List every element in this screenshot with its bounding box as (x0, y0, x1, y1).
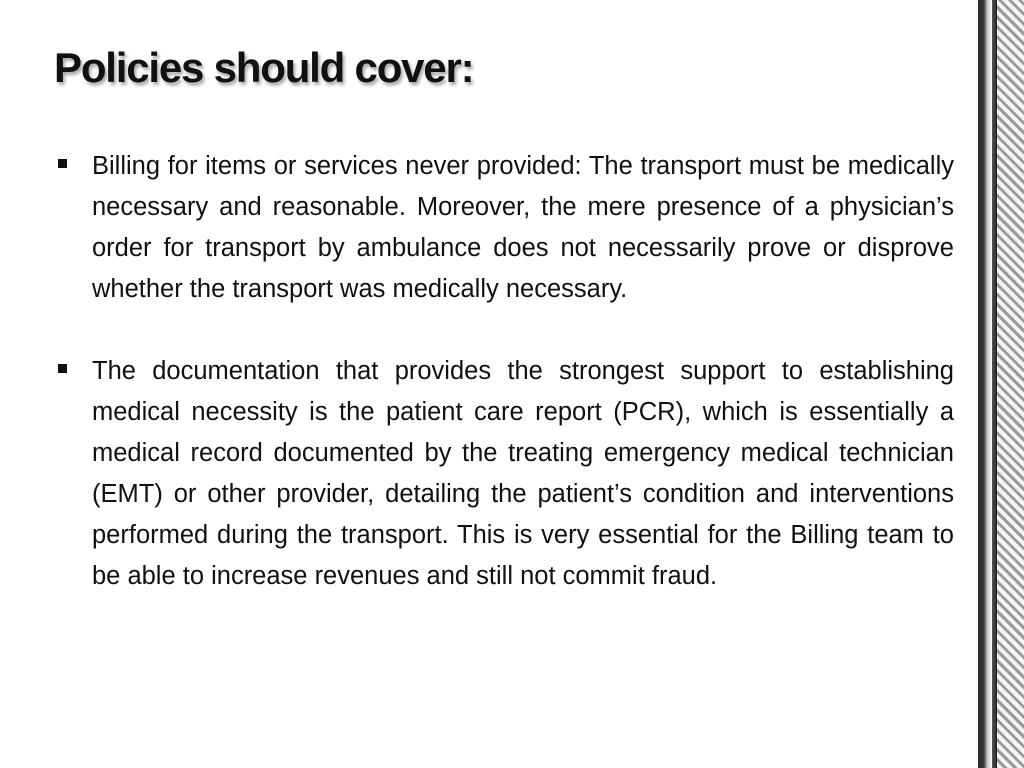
slide-title: Policies should cover: (54, 44, 474, 91)
square-bullet-icon (58, 159, 67, 168)
square-bullet-icon (58, 364, 67, 373)
bullet-item-billing (58, 146, 954, 310)
side-border-shadow (978, 0, 992, 768)
bullet-item-documentation (58, 351, 954, 597)
side-border-line (992, 0, 997, 768)
bullet-list (58, 146, 954, 638)
bullet-text: Billing for items or services never provided: The transport must be medically necessary and reasonable. Moreover, the mere presence of a physician’s order for transport by ambulance does not necessarily prove or disprove whether the transport was medically necessary. (92, 152, 954, 303)
bullet-text: The documentation that provides the strongest support to establishing medical necessity is the patient care report (PCR), which is essentially a medical record documented by the treating emergency medical technician (EMT) or other provider, detailing the patient’s condition and interventions performed during the transport. This is very essential for the Billing team to be able to increase revenues and still not commit fraud. (92, 357, 954, 590)
